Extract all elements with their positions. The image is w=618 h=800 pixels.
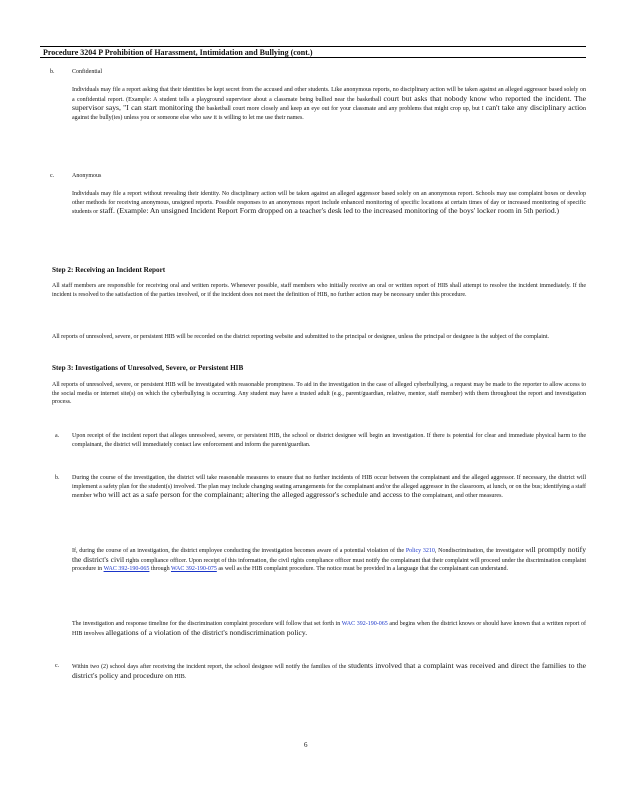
step3-b-paragraph-2: If, during the course of an investigation, the district employee conducting the investigation becomes aware of a potential violation of the Policy 3210, Nondiscrimination, the investigator will promptly notify the district's civil rights compliance officer. Upon receipt of this information, the civil rights compliance officer must notify the complainant that their complaint will proceed under the discrimination complaint procedure in WAC 392-190-065 through WAC 392-190-075 as well as the HIB complaint procedure. The notice must be provided in a language that the complainant can understand. xyxy=(72,545,587,573)
procedure-header xyxy=(40,46,586,58)
step3-b-marker: b. xyxy=(55,475,60,481)
step3-heading: Step 3: Investigations of Unresolved, Severe, or Persistent HIB xyxy=(52,364,244,372)
policy-3210-link[interactable]: Policy 3210 xyxy=(405,548,435,554)
page-number: 6 xyxy=(304,741,308,749)
wac-392-190-075-link[interactable]: WAC 392-190-075 xyxy=(170,566,217,573)
confidential-marker: b. xyxy=(50,69,55,75)
step3-paragraph-1: All reports of unresolved, severe, or persistent HIB will be investigated with reasonable promptness. To aid in the investigation in the case of alleged cyberbullying, a request may be made to the reporter to allow access to the social media or internet site(s) on which the cyberbullying is occurring. Any student may have a trusted adult (e.g., parent/guardian, relative, mentor, staff member) with them throughout the report and investigation process. xyxy=(52,382,586,406)
step2-paragraph-2: All reports of unresolved, severe, or persistent HIB will be recorded on the district reporting website and submitted to the principal or designee, unless the principal or designee is the subject of the complaint. xyxy=(52,334,550,340)
step2-heading: Step 2: Receiving an Incident Report xyxy=(52,266,166,274)
step3-a-text: Upon receipt of the incident report that alleges unresolved, severe, or persistent HIB, the school or district designee will begin an investigation. If there is potential for clear and immediate physical harm to the complainant, the district will immediately contact law enforcement and inform the parent/guardian. xyxy=(72,433,586,448)
confidential-label: Confidential xyxy=(72,69,102,75)
procedure-title: Procedure 3204 P Prohibition of Harassment, Intimidation and Bullying (cont.) xyxy=(43,48,313,57)
anonymous-label: Anonymous xyxy=(72,173,102,179)
anonymous-marker: c. xyxy=(50,173,55,179)
step3-c-marker: c. xyxy=(55,663,60,669)
anonymous-text: Individuals may file a report without revealing their identity. No disciplinary action will be taken against an alleged aggressor based solely on an anonymous report. Schools may use complaint boxes or develop other methods for receiving anonymous, unsigned reports. Possible responses to an anonymous report include enhanced monitoring of specific locations at certain times of day or increased monitoring of specific students or staff. (Example: An unsigned Incident Report Form dropped on a teacher's desk led to the increased monitoring of the boys' locker room in 5th period.) xyxy=(72,191,586,216)
confidential-text: Individuals may file a report asking that their identities be kept secret from the accused and other students. Like anonymous reports, no disciplinary action will be taken against an alleged aggressor based solely on a confidential report. (Example: A student tells a playground supervisor about a classmate being bullied near the basketball court but asks that nobody know who reported the incident. The supervisor says, "I can start monitoring the basketball court more closely and keep an eye out for your classmate and any problems that might crop up, but I can't take any disciplinary action against the bully(ies) unless you or someone else who saw it is willing to let me use their names. xyxy=(72,87,587,121)
step3-b-text: During the course of the investigation, the district will take reasonable measures to ensure that no further incidents of HIB occur between the complainant and the alleged aggressor. If necessary, the district will implement a safety plan for the student(s) involved. The plan may include changing seating arrangements for the complainant and/or the alleged aggressor in the classroom, at lunch, or on the bus; identifying a staff member who will act as a safe person for the complainant; altering the alleged aggressor's schedule and access to the complainant, and other measures. xyxy=(72,475,586,500)
step3-b-paragraph-3: The investigation and response timeline for the discrimination complaint procedure will follow that set forth in WAC 392-190-065 and begins when the district knows or should have known that a written report of HIB involves allegations of a violation of the district's nondiscrimination policy. xyxy=(72,621,587,637)
step3-c-text: Within two (2) school days after receiving the incident report, the school designee will notify the families of the students involved that a complaint was received and direct the families to the district's policy and procedure on HIB. xyxy=(72,661,587,680)
step3-a-marker: a. xyxy=(55,433,60,439)
step2-paragraph-1: All staff members are responsible for receiving oral and written reports. Whenever possible, staff members who initially receive an oral or written report of HIB shall attempt to resolve the incident immediately. If the incident is resolved to the satisfaction of the parties involved, or if the incident does not meet the definition of HIB, no further action may be necessary under this procedure. xyxy=(52,283,586,298)
wac-392-190-065-link-2[interactable]: WAC 392-190-065 xyxy=(341,621,388,627)
wac-392-190-065-link[interactable]: WAC 392-190-065 xyxy=(103,566,150,573)
